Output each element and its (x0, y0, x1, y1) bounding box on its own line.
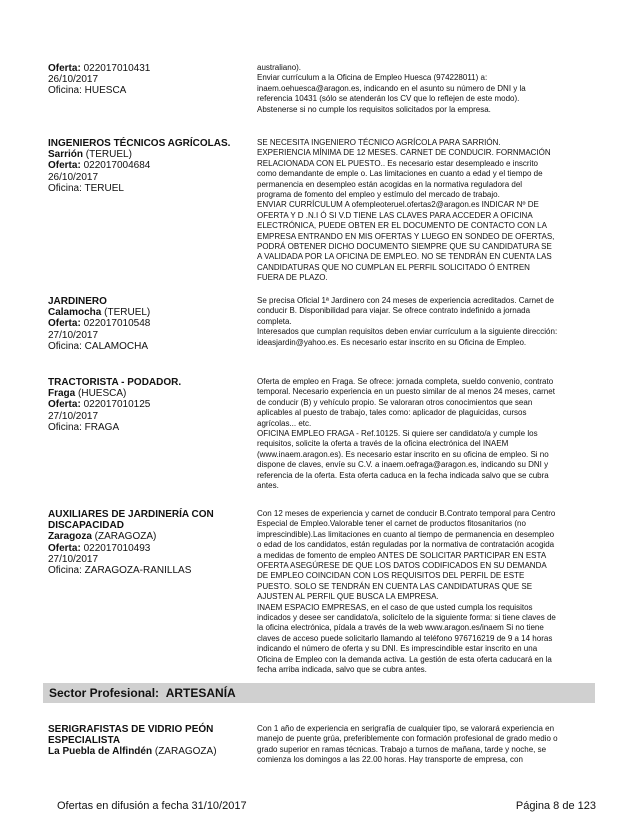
desc-line: INAEM ESPACIO EMPRESAS, en el caso de que usted cumpla los requisitos (257, 602, 533, 612)
offer-number: 022017010431 (83, 63, 151, 74)
desc-line: completa. (257, 316, 292, 326)
desc-line: referencia 10431 (sólo se atenderán los CV que lo reflejen de este modo). (257, 94, 520, 104)
offer-meta (48, 377, 248, 433)
desc-line: Abstenerse si no cumple los requisitos solicitados por la empresa. (257, 104, 491, 114)
desc-line: fecha arriba indicada, salvo que se cubra antes. (257, 665, 427, 675)
offer-location (48, 531, 248, 542)
desc-line: Oficina de Empleo con la demanda activa. La gestión de esta oferta caducará en la (257, 654, 552, 664)
desc-line: la oficina electrónica, pídala a través de la web www.aragon.es/inaem Si no tiene (257, 623, 544, 633)
desc-line: EXPERIENCIA MÍNIMA DE 12 MESES. CARNET DE CONDUCIR. FORNMACIÓN (257, 148, 551, 158)
desc-line: antes. (257, 481, 279, 491)
desc-line: OFERTA Y D .N.I Ó SI V.D TIENE LAS CLAVES PARA ACCEDER A OFICINA (257, 210, 533, 220)
offer-number: 022017004684 (83, 160, 151, 172)
desc-line: como demandante de emple o. Las limitaciones en cuanto a edad y el tiempo de (257, 169, 543, 179)
location-town: La Puebla de Alfindén (48, 746, 153, 758)
offer-description (257, 63, 595, 115)
desc-line: Con 12 meses de experiencia y carnet de conducir B.Contrato temporal para Centro (257, 509, 556, 518)
desc-line: de conducir (B) y vehículo propio. Se valoraran otros conocimientos que sean (257, 397, 533, 407)
offer-id-row (48, 63, 248, 74)
sector-title (49, 686, 236, 700)
offer-label: Oferta: (48, 399, 81, 411)
offer-description (257, 296, 595, 348)
offer-title: INGENIEROS TÉCNICOS AGRÍCOLAS. (48, 138, 231, 149)
desc-line: imprescindible).Las limitaciones en cuanto al tiempo de permanencia en desempleo (257, 529, 555, 539)
offer-location (48, 149, 248, 160)
offer-title: TRACTORISTA - PODADOR. (48, 377, 182, 388)
desc-line: grado superior en ramas técnicas. Trabajo a turnos de mañana, tarde y noche, se (257, 744, 547, 754)
desc-line: claves de acceso puede solicitarlo llamando al teléfono 976716219 de 9 a 14 horas (257, 633, 553, 643)
desc-line: FUERA DE PLAZO. (257, 273, 328, 283)
desc-line: Oferta de empleo en Fraga. Se ofrece: jornada completa, sueldo convenio, contrato (257, 377, 554, 386)
offer-description (257, 509, 595, 676)
page-number: Página 8 de 123 (515, 800, 596, 812)
sector-label: Sector Profesional: (49, 686, 160, 700)
offer-title: JARDINERO (48, 296, 107, 307)
location-town: Sarrión (48, 149, 84, 161)
offer-date: 26/10/2017 (48, 74, 99, 86)
offer-label: Oferta: (48, 542, 81, 554)
desc-line: temporal. Necesario experiencia en un puesto similar de al menos 24 meses, carnet (257, 387, 555, 397)
desc-line: CANDIDATURAS QUE NO CUMPLAN EL PERFIL SOLICITADO Ó ENTREN (257, 262, 530, 272)
offer-title: SERIGRAFISTAS DE VIDRIO PEÓN ESPECIALISTA (48, 724, 214, 747)
offer-date: 26/10/2017 (48, 171, 99, 183)
desc-line: ideasjardin@yahoo.es. Es necesario estar inscrito en su Oficina de Empleo. (257, 337, 527, 347)
location-province: (ZARAGOZA) (152, 746, 217, 758)
location-town: Fraga (48, 388, 76, 400)
offer-number: 022017010548 (83, 318, 151, 330)
desc-line: OFICINA EMPLEO FRAGA - Ref.10125. Si quiere ser candidato/a y cumple los (257, 429, 538, 439)
offer-office: Oficina: TERUEL (48, 182, 124, 194)
offer-location (48, 307, 248, 318)
desc-line: manejo de puente grúa, preferiblemente con formación profesional de grado medio o (257, 734, 558, 744)
location-province: (HUESCA) (75, 388, 127, 400)
offer-office: Oficina: FRAGA (48, 421, 120, 433)
offer-office: Oficina: HUESCA (48, 85, 127, 97)
desc-line: PUESTO. SOLO SE TENDRÁN EN CUENTA LAS CANDIDATURAS QUE SE (257, 581, 533, 591)
desc-line: EMPRESA ENTRANDO EN MIS OFERTAS Y LUEGO EN SONDEO DE OFERTAS, (257, 231, 555, 241)
offer-id-row (48, 318, 248, 329)
offer-office: Oficina: ZARAGOZA-RANILLAS (48, 565, 192, 577)
desc-line: Enviar currículum a la Oficina de Empleo Huesca (974228011) a: (257, 73, 488, 83)
footer-date: Ofertas en difusión a fecha 31/10/2017 (57, 800, 247, 812)
desc-line: SE NECESITA INGENIERO TÉCNICO AGRÍCOLA PARA SARRIÓN. (257, 138, 501, 147)
offer-date: 27/10/2017 (48, 410, 99, 422)
desc-line: Especial de Empleo.Valorable tener el carnet de productos fitosanitarios (no (257, 519, 526, 529)
location-town: Calamocha (48, 307, 102, 319)
offer-date: 27/10/2017 (48, 553, 99, 565)
desc-line: (www.inaem.aragon.es). Es necesario estar inscrito en su oficina de empleo. Si no (257, 449, 549, 459)
offer-location (48, 388, 248, 399)
offer-description (257, 724, 595, 766)
desc-line: AJUSTEN AL PERFIL QUE BUSCA LA EMPRESA. (257, 592, 439, 602)
desc-line: a medidas de fomento de empleo ANTES DE SOLICITAR PARTICIPAR EN ESTA (257, 550, 547, 560)
desc-line: aplicables al puesto de trabajo, tales como: aplicador de plaguicidas, cursos (257, 408, 527, 418)
offer-meta (48, 509, 248, 576)
offer-meta (48, 63, 248, 97)
desc-line: Se precisa Oficial 1ª Jardinero con 24 meses de experiencia acreditados. Carnet de (257, 296, 554, 305)
offer-meta (48, 138, 248, 194)
offer-date: 27/10/2017 (48, 329, 99, 341)
desc-line: inaem.oehuesca@aragon.es, indicando en el asunto su número de DNI y la (257, 83, 526, 93)
desc-line: OFERTA ASEGÚRESE DE QUE LOS DATOS CODIFICADOS EN SU DEMANDA (257, 561, 547, 571)
location-province: (ZARAGOZA) (91, 531, 157, 543)
desc-line: Interesados que cumplan requisitos deben enviar currículum a la siguiente dirección: (257, 327, 558, 337)
desc-line: agrícolas... etc. (257, 418, 312, 428)
sector-header (43, 683, 595, 703)
offer-number: 022017010493 (83, 542, 151, 554)
desc-line: o edad de los candidatos, están reguladas por la normativa de contratación acogida (257, 540, 555, 550)
desc-line: comienza los domingos a las 22.00 horas. Hay transporte de empresa, con (257, 755, 523, 765)
offer-label: Oferta: (48, 63, 81, 74)
desc-line: indicados y desee ser candidato/a, solicítelo de la siguiente forma: si tiene claves de (257, 613, 556, 623)
desc-line: RELACIONADA CON EL PUESTO.. Es necesario estar desempleado e inscrito (257, 158, 539, 168)
offer-office: Oficina: CALAMOCHA (48, 340, 149, 352)
desc-line: conducir B. Disponibilidad para viajar. Se ofrece contrato indefinido a jornada (257, 306, 531, 316)
location-province: (TERUEL) (101, 307, 151, 319)
desc-line: Con 1 año de experiencia en serigrafía de cualquier tipo, se valorará experiencia en (257, 724, 555, 733)
desc-line: PODRÁ OBTENER DICHO DOCUMENTO SIEMPRE QUE SU CANDIDATURA SE (257, 242, 552, 252)
offer-label: Oferta: (48, 160, 81, 172)
offer-location (48, 746, 248, 757)
location-province: (TERUEL) (83, 149, 132, 161)
desc-line: A VALIDADA POR LA OFICINA DE EMPLEO. NO SE TENDRÁN EN CUENTA LAS (257, 252, 552, 262)
desc-line: permanencia en desempleo están acogidas en la normativa reguladora del (257, 179, 523, 189)
offer-description (257, 138, 595, 284)
desc-line: programa de fomento del empleo y estímulo del mercado de trabajo. (257, 190, 500, 200)
desc-line: indicando el número de oferta y su DNI. Es imprescindible estar inscrito en una (257, 644, 538, 654)
offer-meta (48, 724, 248, 758)
location-town: Zaragoza (48, 531, 92, 543)
desc-line: DE EMPLEO COINCIDAN CON LOS REQUISITOS DEL PERFIL DE ESTE (257, 571, 525, 581)
desc-line: ELECTRÓNICA, PUEDE OBTEN ER EL DOCUMENTO DE CONTACTO CON LA (257, 221, 547, 231)
offer-meta (48, 296, 248, 352)
desc-line: australiano). (257, 63, 302, 72)
offer-id-row (48, 160, 248, 171)
offer-id-row (48, 399, 248, 410)
desc-line: requisitos, solicite la oferta a través de la oficina electrónica del INAEM (257, 439, 509, 449)
offer-description (257, 377, 595, 491)
desc-line: ENVIAR CURRÍCULUM A ofempleoteruel.ofertas2@aragon.es INDICAR Nº DE (257, 200, 539, 210)
sector-name: ARTESANÍA (165, 686, 236, 700)
offer-number: 022017010125 (83, 399, 151, 411)
desc-line: referencia de la oferta. Esta oferta caduca en la fecha indicada salvo que se cubra (257, 470, 549, 480)
offer-title: AUXILIARES DE JARDINERÍA CON DISCAPACIDAD (48, 509, 214, 532)
desc-line: dispone de claves, envíe su C.V. a inaem.oefraga@aragon.es, indicando su DNI y (257, 460, 549, 470)
offer-label: Oferta: (48, 318, 81, 330)
offer-id-row (48, 543, 248, 554)
